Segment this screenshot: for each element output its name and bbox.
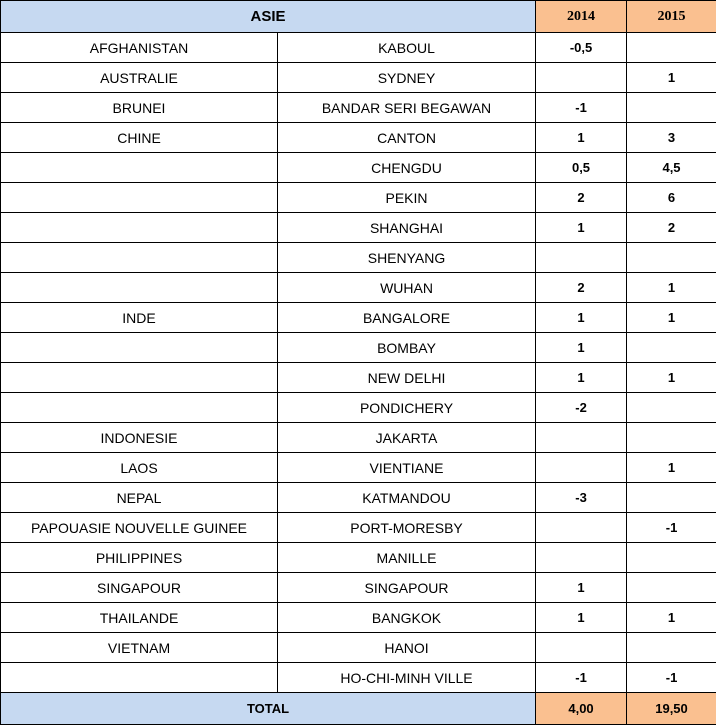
country-cell	[1, 273, 278, 303]
value-2015-cell	[627, 93, 716, 123]
country-cell	[1, 333, 278, 363]
value-2014-cell	[536, 423, 627, 453]
country-cell: BRUNEI	[1, 93, 278, 123]
value-2014-cell	[536, 63, 627, 93]
country-cell: CHINE	[1, 123, 278, 153]
value-2015-cell: -1	[627, 663, 716, 693]
value-2014-cell	[536, 543, 627, 573]
value-2015-cell: 1	[627, 603, 716, 633]
city-cell: HANOI	[278, 633, 536, 663]
country-cell	[1, 153, 278, 183]
city-cell: PONDICHERY	[278, 393, 536, 423]
country-cell	[1, 183, 278, 213]
value-2015-cell	[627, 33, 716, 63]
value-2014-cell: 1	[536, 213, 627, 243]
value-2015-cell	[627, 333, 716, 363]
value-2014-cell: 0,5	[536, 153, 627, 183]
city-cell: SHENYANG	[278, 243, 536, 273]
city-cell: BOMBAY	[278, 333, 536, 363]
value-2014-cell: 1	[536, 603, 627, 633]
country-cell	[1, 243, 278, 273]
value-2014-cell	[536, 453, 627, 483]
value-2014-cell: -0,5	[536, 33, 627, 63]
value-2015-cell: 1	[627, 363, 716, 393]
city-cell: BANGALORE	[278, 303, 536, 333]
value-2014-cell: -1	[536, 663, 627, 693]
city-cell: BANGKOK	[278, 603, 536, 633]
value-2014-cell: -3	[536, 483, 627, 513]
country-cell: PHILIPPINES	[1, 543, 278, 573]
country-cell: VIETNAM	[1, 633, 278, 663]
country-cell: PAPOUASIE NOUVELLE GUINEE	[1, 513, 278, 543]
value-2014-cell: 1	[536, 123, 627, 153]
table-row	[1, 543, 716, 573]
region-title: ASIE	[1, 1, 536, 33]
table-row	[1, 93, 716, 123]
value-2015-cell: 1	[627, 63, 716, 93]
city-cell: SINGAPOUR	[278, 573, 536, 603]
table-row	[1, 303, 716, 333]
total-row	[1, 693, 716, 725]
value-2015-cell	[627, 423, 716, 453]
value-2014-cell	[536, 243, 627, 273]
city-cell: KATMANDOU	[278, 483, 536, 513]
header-row	[1, 1, 716, 33]
table-row	[1, 243, 716, 273]
table-body	[1, 33, 716, 693]
country-cell: AUSTRALIE	[1, 63, 278, 93]
city-cell: PORT-MORESBY	[278, 513, 536, 543]
table-row	[1, 273, 716, 303]
value-2015-cell	[627, 543, 716, 573]
country-cell	[1, 363, 278, 393]
value-2014-cell: 2	[536, 273, 627, 303]
city-cell: NEW DELHI	[278, 363, 536, 393]
city-cell: PEKIN	[278, 183, 536, 213]
country-cell	[1, 393, 278, 423]
city-cell: CHENGDU	[278, 153, 536, 183]
city-cell: VIENTIANE	[278, 453, 536, 483]
value-2014-cell: -2	[536, 393, 627, 423]
value-2014-cell: 1	[536, 363, 627, 393]
table-row	[1, 363, 716, 393]
value-2014-cell	[536, 513, 627, 543]
value-2015-cell: 6	[627, 183, 716, 213]
table-row	[1, 63, 716, 93]
table-row	[1, 633, 716, 663]
value-2014-cell: 1	[536, 303, 627, 333]
country-cell: INDONESIE	[1, 423, 278, 453]
city-cell: WUHAN	[278, 273, 536, 303]
table-row	[1, 513, 716, 543]
value-2015-cell: 1	[627, 453, 716, 483]
value-2014-cell	[536, 633, 627, 663]
value-2014-cell: 1	[536, 333, 627, 363]
country-cell	[1, 663, 278, 693]
table-row	[1, 393, 716, 423]
country-cell: INDE	[1, 303, 278, 333]
country-cell: LAOS	[1, 453, 278, 483]
city-cell: BANDAR SERI BEGAWAN	[278, 93, 536, 123]
total-2014: 4,00	[536, 693, 627, 725]
value-2015-cell	[627, 243, 716, 273]
table-row	[1, 453, 716, 483]
value-2014-cell: 1	[536, 573, 627, 603]
total-label: TOTAL	[1, 693, 536, 725]
table-row	[1, 33, 716, 63]
table-row	[1, 153, 716, 183]
table-row	[1, 423, 716, 453]
table-row	[1, 333, 716, 363]
table-row	[1, 663, 716, 693]
value-2014-cell: 2	[536, 183, 627, 213]
value-2015-cell	[627, 633, 716, 663]
country-cell	[1, 213, 278, 243]
city-cell: SHANGHAI	[278, 213, 536, 243]
city-cell: SYDNEY	[278, 63, 536, 93]
value-2014-cell: -1	[536, 93, 627, 123]
year-2014-header: 2014	[536, 1, 627, 33]
country-cell: THAILANDE	[1, 603, 278, 633]
value-2015-cell: 1	[627, 273, 716, 303]
year-2015-header: 2015	[627, 1, 716, 33]
table-row	[1, 573, 716, 603]
city-cell: JAKARTA	[278, 423, 536, 453]
table-row	[1, 213, 716, 243]
country-cell: NEPAL	[1, 483, 278, 513]
table-row	[1, 183, 716, 213]
value-2015-cell	[627, 573, 716, 603]
value-2015-cell	[627, 393, 716, 423]
table-row	[1, 483, 716, 513]
value-2015-cell	[627, 483, 716, 513]
value-2015-cell: 3	[627, 123, 716, 153]
city-cell: KABOUL	[278, 33, 536, 63]
city-cell: HO-CHI-MINH VILLE	[278, 663, 536, 693]
table-row	[1, 603, 716, 633]
table-row	[1, 123, 716, 153]
value-2015-cell: 2	[627, 213, 716, 243]
city-cell: MANILLE	[278, 543, 536, 573]
value-2015-cell: 1	[627, 303, 716, 333]
city-cell: CANTON	[278, 123, 536, 153]
country-cell: SINGAPOUR	[1, 573, 278, 603]
value-2015-cell: -1	[627, 513, 716, 543]
country-cell: AFGHANISTAN	[1, 33, 278, 63]
value-2015-cell: 4,5	[627, 153, 716, 183]
total-2015: 19,50	[627, 693, 716, 725]
